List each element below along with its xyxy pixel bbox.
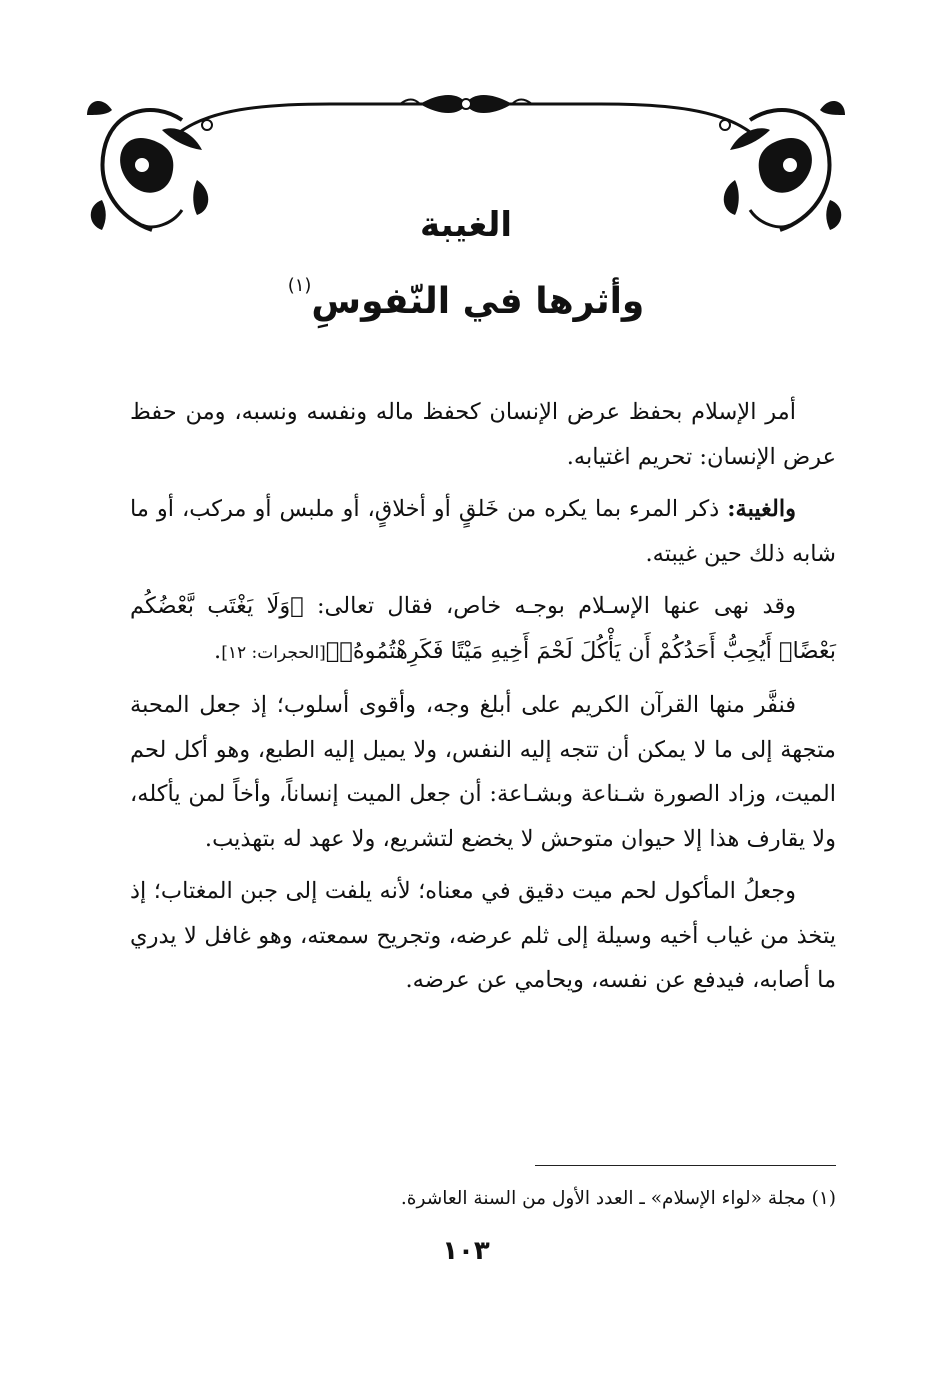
title-line-2: [0, 258, 932, 330]
term-keyword: والغيبة:: [727, 496, 796, 522]
verse-reference: [الحجرات: ١٢]: [221, 642, 326, 663]
quran-verse: ﴿وَلَا يَغْتَب بَّعْضُكُم بَعْضًاۚ أَيُحِبُّ أَحَدُكُمْ أَن يَأْكُلَ لَحْمَ أَخِيهِ مَيْتًا فَكَرِهْتُمُوهُۚ﴾: [130, 593, 836, 664]
paragraph: [130, 584, 836, 675]
paragraph: [130, 487, 836, 576]
paragraph: وجعلُ المأكول لحم ميت دقيق في معناه؛ لأنه يلفت إلى جبن المغتاب؛ إذ يتخذ من غياب أخيه وسيلة إلى ثلم عرضه، وتجريح سمعته، وهو غافل لا يدري ما أصابه، فيدفع عن نفسه، ويحامي عن عرضه.: [130, 878, 836, 993]
footnote-divider: [535, 1165, 836, 1166]
title-line-1: الغيبة: [420, 205, 512, 245]
paragraph-text: وقد نهى عنها الإسـلام بوجـه خاص، فقال تعالى:: [303, 593, 796, 619]
title-line-2-text: وأثرها في النّفوسِ: [311, 281, 645, 322]
title-footnote-marker: (١): [287, 275, 312, 296]
paragraph: فنفَّر منها القرآن الكريم على أبلغ وجه، وأقوى أسلوب؛ إذ جعل المحبة متجهة إلى ما لا يمكن أن تتجه إليه النفس، ولا يميل إليه الطبع، وهو أكل لحم الميت، وزاد الصورة شـناعة وبشـاعة: أن جعل الميت إنساناً، وأخاً لمن يأكله، ولا يقارف هذا إلا حيوان متوحش لا يخضع لتشريع، ولا عهد له بتهذيب.: [130, 692, 836, 852]
body-text: [130, 390, 836, 1011]
paragraph-text: ذكر المرء بما يكره من خَلقٍ أو أخلاقٍ، أو ملبس أو مركب، أو ما شابه ذلك حين غيبته.: [130, 496, 836, 567]
footnote: (١) مجلة «لواء الإسلام» ـ العدد الأول من السنة العاشرة.: [400, 1188, 836, 1209]
chapter-title: [0, 200, 932, 330]
paragraph-end: .: [214, 637, 222, 664]
page-number: ١٠٣: [442, 1236, 490, 1266]
paragraph: أمر الإسلام بحفظ عرض الإنسان كحفظ ماله ونفسه ونسبه، ومن حفظ عرض الإنسان: تحريم اغتيابه.: [130, 399, 836, 470]
